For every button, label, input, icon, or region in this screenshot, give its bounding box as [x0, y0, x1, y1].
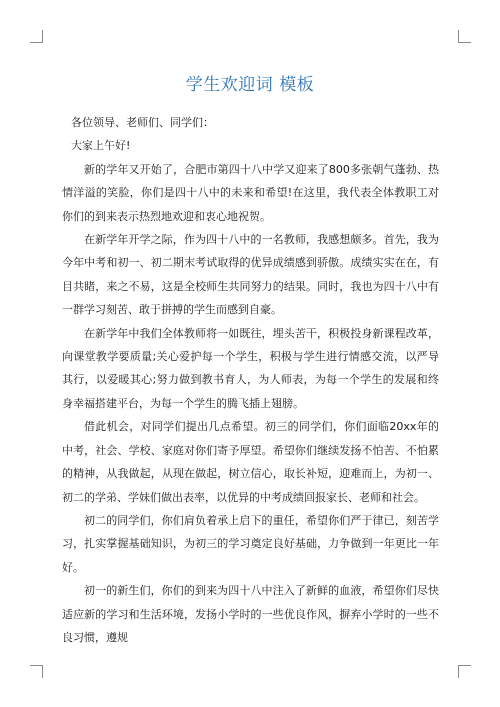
- paragraph: 新的学年又开始了，合肥市第四十八中学又迎来了800多张朝气蓬勃、热情洋溢的笑脸，你们是四十八中的未来和希望!在这里，我代表全体教职工对你们的到来表示热烈地欢迎和衷心地祝贺。: [62, 162, 439, 223]
- paragraph: 在新学年开学之际，作为四十八中的一名教师，我感想颇多。首先，我为今年中考和初一、初二期末考试取得的优异成绩感到骄傲。成绩实实在在，有目共睹，来之不易，这是全校师生共同努力的结果。同时，我也为四十八中有一群学习刻苦、敢于拼搏的学生而感到自豪。: [62, 233, 439, 317]
- crop-mark-top-right: [458, 30, 471, 43]
- paragraph: 在新学年中我们全体教师将一如既往，埋头苦干，积极投身新课程改革，向课堂教学要质量;关心爱护每一个学生，积极与学生进行情感交流，以严导其行，以爱暖其心;努力做到教书育人，为人师表，为每一个学生的发展和终身幸福搭建平台，为每一个学生的腾飞插上翅膀。: [62, 326, 439, 410]
- crop-mark-top-left: [30, 30, 43, 43]
- salutation: 各位领导、老师们、同学们：: [71, 116, 214, 129]
- paragraph: 初一的新生们，你们的到来为四十八中注入了新鲜的血液，希望你们尽快适应新的学习和生活环境，发扬小学时的一些优良作风，摒弃小学时的一些不良习惯，遵规: [62, 584, 439, 644]
- paragraph: 初二的同学们，你们肩负着承上启下的重任，希望你们严于律已，刻苦学习，扎实掌握基础知识，为初三的学习奠定良好基础，力争做到一年更比一年好。: [62, 513, 439, 574]
- greeting: 大家上午好!: [71, 139, 131, 153]
- document-title: 学生欢迎词 模板: [185, 75, 315, 96]
- crop-mark-bottom-left: [30, 665, 43, 678]
- crop-mark-bottom-right: [458, 665, 471, 678]
- paragraph: 借此机会，对同学们提出几点希望。初三的同学们，你们面临20xx年的中考，社会、学校、家庭对你们寄予厚望。希望你们继续发扬不怕苦、不怕累的精神，从我做起，从现在做起，树立信心，取长补短，迎难而上，为初一、初二的学弟、学妹们做出表率，以优异的中考成绩回报家长、老师和社会。: [62, 420, 439, 504]
- document-body: [62, 111, 439, 649]
